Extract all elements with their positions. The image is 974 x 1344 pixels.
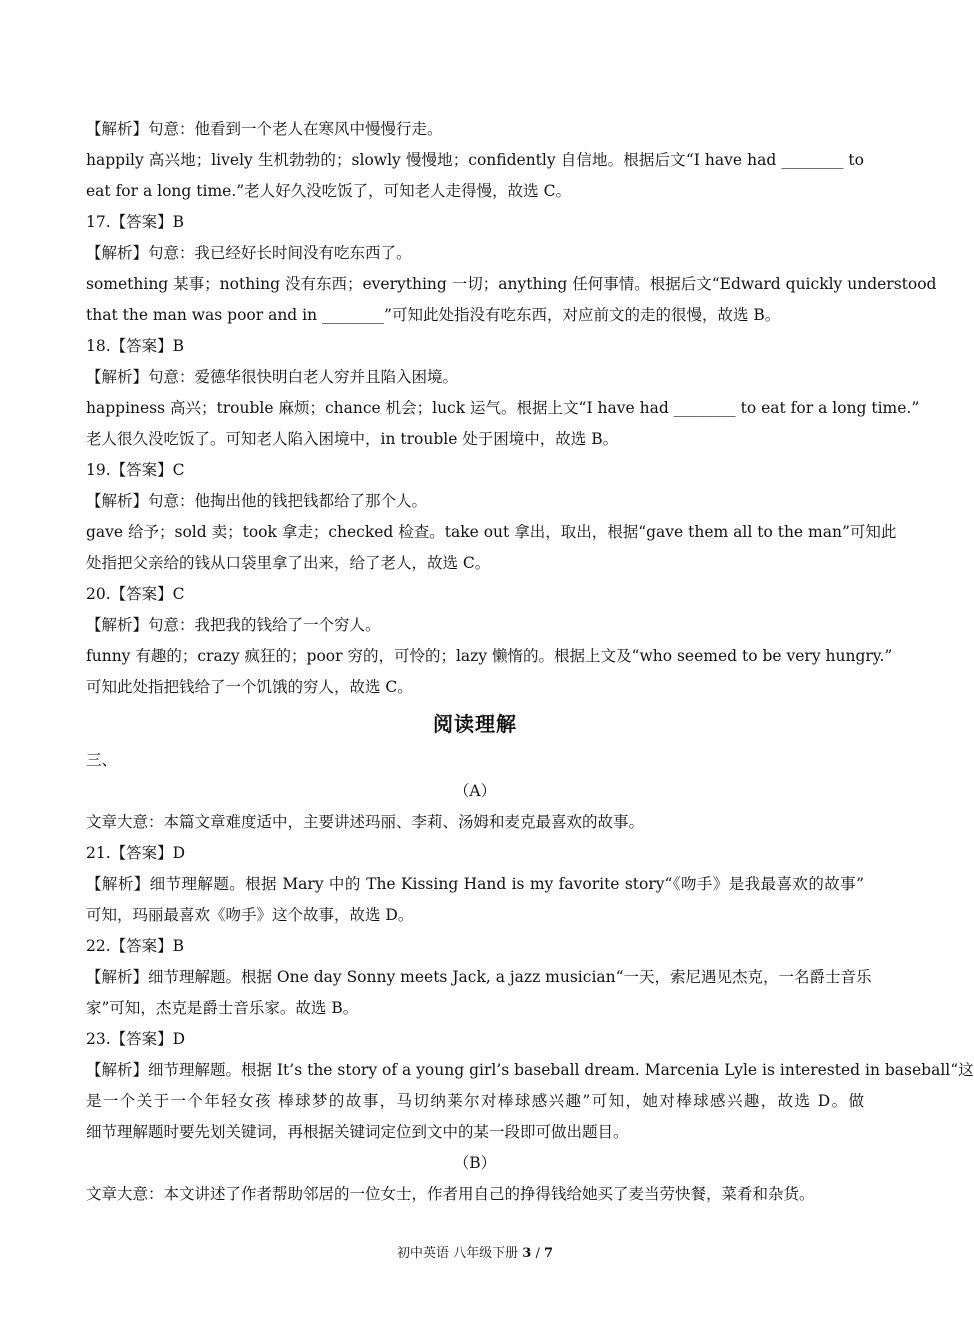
- answer-line: 23.【答案】D: [86, 1030, 186, 1048]
- passage-label: （A）: [453, 782, 497, 800]
- text-line: 【解析】细节理解题。根据 One day Sonny meets Jack, a jazz musician“一天，索尼遇见杰克，一名爵士音乐: [86, 968, 872, 986]
- text-line: 可知此处指把钱给了一个饥饿的穷人，故选 C。: [86, 678, 413, 696]
- page-footer: [0, 1242, 950, 1261]
- text-line: 【解析】句意：爱德华很快明白老人穷并且陷入困境。: [86, 368, 459, 386]
- answer-line: 22.【答案】B: [86, 937, 185, 955]
- text-line: something 某事；nothing 没有东西；everything 一切；anything 任何事情。根据后文“Edward quickly understood: [86, 275, 937, 293]
- text-line: happiness 高兴；trouble 麻烦；chance 机会；luck 运气。根据上文“I have had ________ to eat for a long time.”: [86, 399, 920, 417]
- text-line: 文章大意：本文讲述了作者帮助邻居的一位女士，作者用自己的挣得钱给她买了麦当劳快餐，菜肴和杂货。: [86, 1185, 815, 1203]
- text-line: 细节理解题时要先划关键词，再根据关键词定位到文中的某一段即可做出题目。: [86, 1123, 629, 1141]
- page-number: 3: [522, 1246, 532, 1261]
- text-line: 是一个关于一个年轻女孩 棒球梦的故事，马切纳莱尔对棒球感兴趣”可知，她对棒球感兴趣，故选 D。做: [86, 1092, 864, 1110]
- text-line: that the man was poor and in ________”可知此处指没有吃东西，对应前文的走的很慢，故选 B。: [86, 306, 781, 324]
- section-number: 三、: [86, 751, 118, 769]
- text-line: eat for a long time.”老人好久没吃饭了，可知老人走得慢，故选 C。: [86, 182, 571, 200]
- text-line: 文章大意：本篇文章难度适中，主要讲述玛丽、李莉、汤姆和麦克最喜欢的故事。: [86, 813, 645, 831]
- text-line: gave 给予；sold 卖；took 拿走；checked 检查。take out 拿出，取出，根据“gave them all to the man”可知此: [86, 523, 897, 541]
- answer-line: 21.【答案】D: [86, 844, 186, 862]
- text-line: funny 有趣的；crazy 疯狂的；poor 穷的，可怜的；lazy 懒惰的。根据上文及“who seemed to be very hungry.”: [86, 647, 893, 665]
- text-line: 【解析】句意：我已经好长时间没有吃东西了。: [86, 244, 412, 262]
- page-content: [86, 114, 974, 1210]
- text-line: 老人很久没吃饭了。可知老人陷入困境中，in trouble 处于困境中，故选 B。: [86, 430, 619, 448]
- text-line: 家”可知，杰克是爵士音乐家。故选 B。: [86, 999, 359, 1017]
- text-line: 【解析】句意：我把我的钱给了一个穷人。: [86, 616, 381, 634]
- answer-line: 17.【答案】B: [86, 213, 185, 231]
- text-line: 处指把父亲给的钱从口袋里拿了出来，给了老人，故选 C。: [86, 554, 491, 572]
- text-line: 【解析】细节理解题。根据 It’s the story of a young girl’s baseball dream. Marcenia Lyle is interested in baseball“这: [86, 1061, 974, 1079]
- page-separator: /: [535, 1246, 540, 1261]
- text-line: 【解析】句意：他掏出他的钱把钱都给了那个人。: [86, 492, 428, 510]
- passage-label: （B）: [453, 1154, 497, 1172]
- text-line: 可知，玛丽最喜欢《吻手》这个故事，故选 D。: [86, 906, 414, 924]
- page-total: 7: [543, 1246, 554, 1261]
- answer-line: 18.【答案】B: [86, 337, 185, 355]
- section-title: 阅读理解: [433, 712, 517, 736]
- answer-line: 20.【答案】C: [86, 585, 185, 603]
- text-line: 【解析】细节理解题。根据 Mary 中的 The Kissing Hand is my favorite story“《吻手》是我最喜欢的故事”: [86, 875, 864, 893]
- text-line: 【解析】句意：他看到一个老人在寒风中慢慢行走。: [86, 120, 443, 138]
- text-line: happily 高兴地；lively 生机勃勃的；slowly 慢慢地；confidently 自信地。根据后文“I have had ________ to: [86, 151, 864, 169]
- footer-label: 初中英语 八年级下册: [396, 1246, 519, 1261]
- answer-line: 19.【答案】C: [86, 461, 185, 479]
